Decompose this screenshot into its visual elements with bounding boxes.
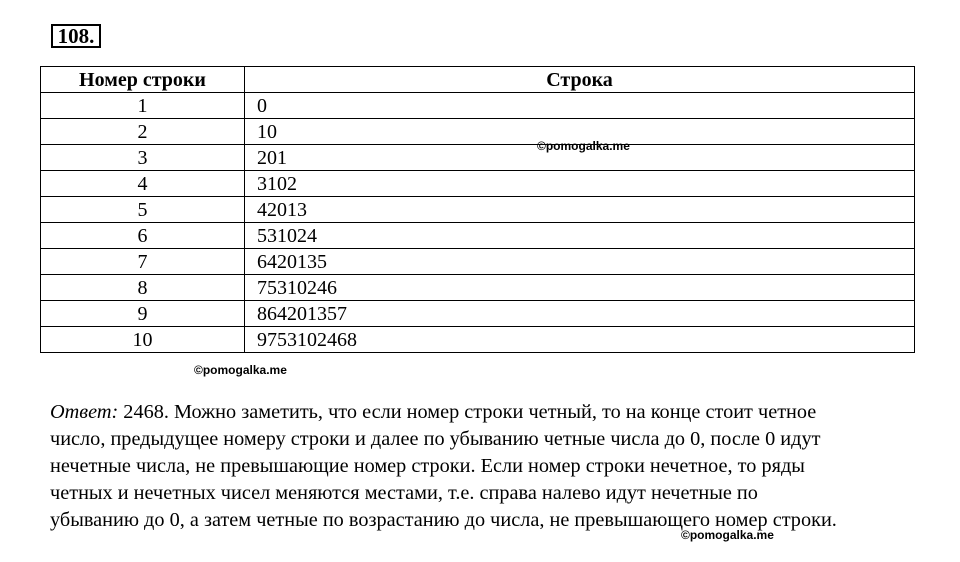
watermark: ©pomogalka.me: [537, 139, 630, 153]
table-row: [41, 197, 915, 223]
table-row: [41, 275, 915, 301]
answer-line: нечетные числа, не превышающие номер строки. Если номер строки нечетное, то ряды: [50, 455, 805, 477]
row-string-cell: 864201357: [245, 301, 915, 327]
answer-line: число, предыдущее номеру строки и далее по убыванию четные числа до 0, после 0 идут: [50, 428, 821, 450]
watermark: ©pomogalka.me: [194, 363, 287, 377]
table-row: [41, 327, 915, 353]
table-row: [41, 145, 915, 171]
row-number-cell: 9: [41, 301, 245, 327]
row-number-cell: 2: [41, 119, 245, 145]
table-row: [41, 93, 915, 119]
answer-line: убыванию до 0, а затем четные по возрастанию до числа, не превышающего номер строки.: [50, 509, 837, 531]
row-number-cell: 3: [41, 145, 245, 171]
sequence-table: [40, 66, 915, 353]
row-string-cell: 531024: [245, 223, 915, 249]
table-row: [41, 223, 915, 249]
row-number-cell: 7: [41, 249, 245, 275]
answer-line: четных и нечетных чисел меняются местами, т.е. справа налево идут нечетные по: [50, 482, 758, 504]
table-row: [41, 249, 915, 275]
answer-paragraph: [50, 399, 920, 534]
row-string-cell: 3102: [245, 171, 915, 197]
answer-line: [50, 399, 920, 426]
row-number-cell: 8: [41, 275, 245, 301]
row-string-cell: 6420135: [245, 249, 915, 275]
row-number-cell: 4: [41, 171, 245, 197]
row-number-cell: 5: [41, 197, 245, 223]
row-string-cell: 75310246: [245, 275, 915, 301]
table-row: [41, 171, 915, 197]
task-number: 108.: [51, 24, 101, 48]
row-number-cell: 10: [41, 327, 245, 353]
watermark: ©pomogalka.me: [681, 528, 774, 542]
table-row: [41, 301, 915, 327]
row-string-cell: 42013: [245, 197, 915, 223]
table-header-row: [41, 67, 915, 93]
column-header-row-number: Номер строки: [41, 67, 245, 93]
row-string-cell: 0: [245, 93, 915, 119]
table-row: [41, 119, 915, 145]
answer-text: 2468. Можно заметить, что если номер строки четный, то на конце стоит четное: [118, 401, 817, 423]
row-string-cell: 10: [245, 119, 915, 145]
column-header-string: Строка: [245, 67, 915, 93]
row-string-cell: 9753102468: [245, 327, 915, 353]
answer-label: Ответ:: [50, 401, 119, 423]
row-string-cell: 201: [245, 145, 915, 171]
row-number-cell: 6: [41, 223, 245, 249]
row-number-cell: 1: [41, 93, 245, 119]
